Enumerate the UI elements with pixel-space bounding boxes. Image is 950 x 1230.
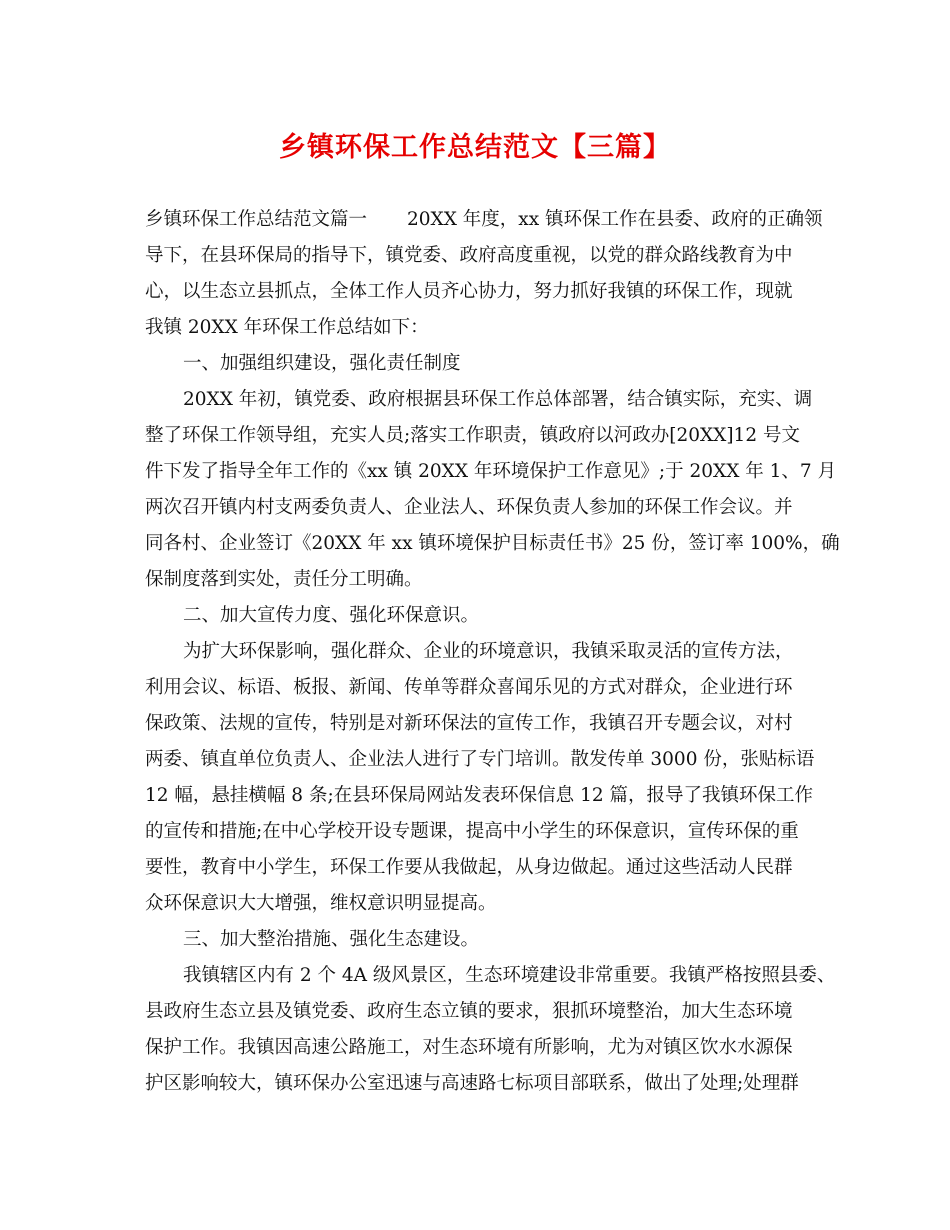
paragraph-line: 县政府生态立县及镇党委、政府生态立镇的要求，狠抓环境整治，加大生态环境 bbox=[145, 1001, 793, 1022]
paragraph-line: 同各村、企业签订《20XX 年 xx 镇环境保护目标责任书》25 份，签订率 100%，确 bbox=[145, 533, 840, 554]
paragraph-line: 利用会议、标语、板报、新闻、传单等群众喜闻乐见的方式对群众，企业进行环 bbox=[145, 677, 793, 698]
paragraph-line: 保制度落到实处，责任分工明确。 bbox=[145, 569, 423, 590]
intro-label: 乡镇环保工作总结范文篇一 bbox=[145, 209, 368, 230]
document-title: 乡镇环保工作总结范文【三篇】 bbox=[279, 132, 671, 163]
paragraph-line bbox=[145, 205, 823, 235]
paragraph-line: 心，以生态立县抓点，全体工作人员齐心协力，努力抓好我镇的环保工作，现就 bbox=[145, 281, 793, 302]
paragraph-line: 整了环保工作领导组，充实人员;落实工作职责，镇政府以河政办[20XX]12 号文 bbox=[145, 425, 800, 446]
paragraph-line: 众环保意识大大增强，维权意识明显提高。 bbox=[145, 893, 497, 914]
paragraph-line: 保政策、法规的宣传，特别是对新环保法的宣传工作，我镇召开专题会议，对村 bbox=[145, 713, 793, 734]
paragraph-line: 要性，教育中小学生，环保工作要从我做起，从身边做起。通过这些活动人民群 bbox=[145, 857, 793, 878]
paragraph-line: 我镇辖区内有 2 个 4A 级风景区，生态环境建设非常重要。我镇严格按照县委、 bbox=[183, 965, 836, 986]
paragraph-line: 我镇 20XX 年环保工作总结如下： bbox=[145, 317, 429, 338]
paragraph-line: 件下发了指导全年工作的《xx 镇 20XX 年环境保护工作意见》;于 20XX 年 1、7 月 bbox=[145, 461, 837, 482]
intro-text: 20XX 年度，xx 镇环保工作在县委、政府的正确领 bbox=[407, 209, 823, 230]
paragraph-line: 导下，在县环保局的指导下，镇党委、政府高度重视，以党的群众路线教育为中 bbox=[145, 245, 793, 266]
section-heading: 二、加大宣传力度、强化环保意识。 bbox=[183, 605, 480, 626]
paragraph-line: 为扩大环保影响，强化群众、企业的环境意识，我镇采取灵活的宣传方法， bbox=[183, 641, 794, 662]
paragraph-line: 12 幅，悬挂横幅 8 条;在县环保局网站发表环保信息 12 篇，报导了我镇环保工作 bbox=[145, 785, 813, 806]
paragraph-line: 护区影响较大，镇环保办公室迅速与高速路七标项目部联系，做出了处理;处理群 bbox=[145, 1073, 799, 1094]
paragraph-line: 两次召开镇内村支两委负责人、企业法人、环保负责人参加的环保工作会议。并 bbox=[145, 497, 793, 518]
paragraph-line: 20XX 年初，镇党委、政府根据县环保工作总体部署，结合镇实际，充实、调 bbox=[183, 389, 813, 410]
paragraph-line: 两委、镇直单位负责人、企业法人进行了专门培训。散发传单 3000 份，张贴标语 bbox=[145, 749, 815, 770]
section-heading: 三、加大整治措施、强化生态建设。 bbox=[183, 929, 480, 950]
paragraph-line: 保护工作。我镇因高速公路施工，对生态环境有所影响，尤为对镇区饮水水源保 bbox=[145, 1037, 793, 1058]
section-heading: 一、加强组织建设，强化责任制度 bbox=[183, 353, 461, 374]
paragraph-line: 的宣传和措施;在中心学校开设专题课，提高中小学生的环保意识，宣传环保的重 bbox=[145, 821, 799, 842]
